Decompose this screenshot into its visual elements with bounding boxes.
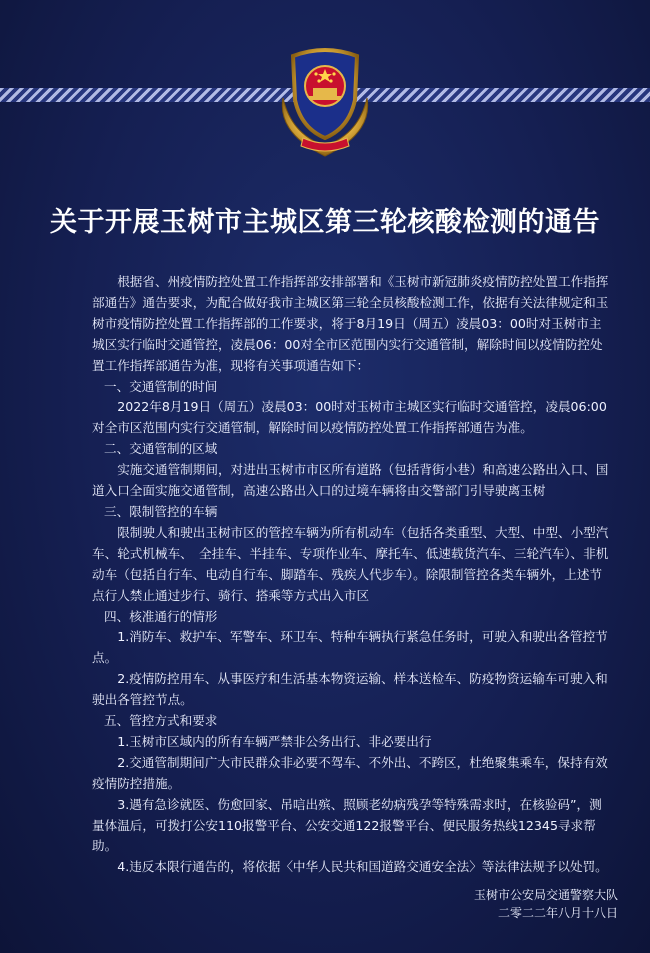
- section-5-item-3: 3.遇有急诊就医、伤愈回家、吊唁出殡、照顾老幼病残孕等特殊需求时，在核验码”，测量体温后，可拨打公安110报警平台、公安交通122报警平台、便民服务热线12345寻求帮助。: [92, 796, 602, 854]
- section-1-heading: 一、交通管制的时间: [104, 378, 218, 394]
- section-5-heading: 五、管控方式和要求: [104, 713, 218, 729]
- section-5-item-4: 4.违反本限行通告的，将依据〈中华人民共和国道路交通安全法〉等法律法规予以处罚。: [117, 859, 608, 875]
- page-title: 关于开展玉树市主城区第三轮核酸检测的通告: [50, 207, 600, 238]
- police-emblem-icon: [263, 38, 387, 162]
- section-3-heading: 三、限制管控的车辆: [104, 503, 218, 519]
- signature-org: 玉树市公安局交通警察大队: [473, 888, 618, 902]
- section-4-item-2: 2.疫情防控用车、从事医疗和生活基本物资运输、样本送检车、防疫物资运输车可驶入和驶出各管控节点。: [92, 671, 608, 708]
- section-1-text: 2022年8月19日（周五）凌晨03：00时对玉树市主城区实行临时交通管控，凌晨06:00对全市区范围内实行交通管制，解除时间以疫情防控处置工作指挥部通告为准。: [92, 399, 607, 436]
- section-2-heading: 二、交通管制的区域: [104, 441, 218, 457]
- section-4-item-1: 1.消防车、救护车、军警车、环卫车、特种车辆执行紧急任务时，可驶入和驶出各管控节点。: [92, 629, 608, 666]
- notice-body: [92, 272, 612, 878]
- section-4-heading: 四、核准通行的情形: [104, 608, 218, 624]
- section-2-text: 实施交通管制期间，对进出玉树市市区所有道路（包括背街小巷）和高速公路出入口、国道入口全面实施交通管制，高速公路出入口的过境车辆将由交警部门引导驶离玉树: [92, 462, 609, 499]
- signature-block: [474, 886, 618, 922]
- section-5-item-2: 2.交通管制期间广大市民群众非必要不驾车、不外出、不跨区，杜绝聚集乘车，保持有效疫情防控措施。: [92, 754, 608, 791]
- signature-date: 二零二二年八月十八日: [497, 906, 618, 920]
- section-3-text: 限制驶人和驶出玉树市区的管控车辆为所有机动车（包括各类重型、大型、中型、小型汽车、轮式机械车、 全挂车、半挂车、专项作业车、摩托车、低速载货汽车、三轮汽车）、非机动车（包括自行车、电动自行车、脚踏车、残疾人代步车）。除限制管控各类车辆外，上述节点行人禁止通过步行、骑行、搭乘等方式出入市区: [92, 524, 609, 603]
- intro-paragraph: 根据省、州疫情防控处置工作指挥部安排部署和《玉树市新冠肺炎疫情防控处置工作指挥部通告》通告要求，为配合做好我市主城区第三轮全员核酸检测工作，依据有关法律规定和玉树市疫情防控处置工作指挥部的工作要求，将于8月19日（周五）凌晨03：00时对玉树市主城区实行临时交通管控，凌晨06：00对全市区范围内实行交通管制，解除时间以疫情防控处置工作指挥部通告为准，现将有关事项通告如下：: [92, 274, 609, 373]
- section-5-item-1: 1.玉树市区域内的所有车辆严禁非公务出行、非必要出行: [117, 733, 432, 749]
